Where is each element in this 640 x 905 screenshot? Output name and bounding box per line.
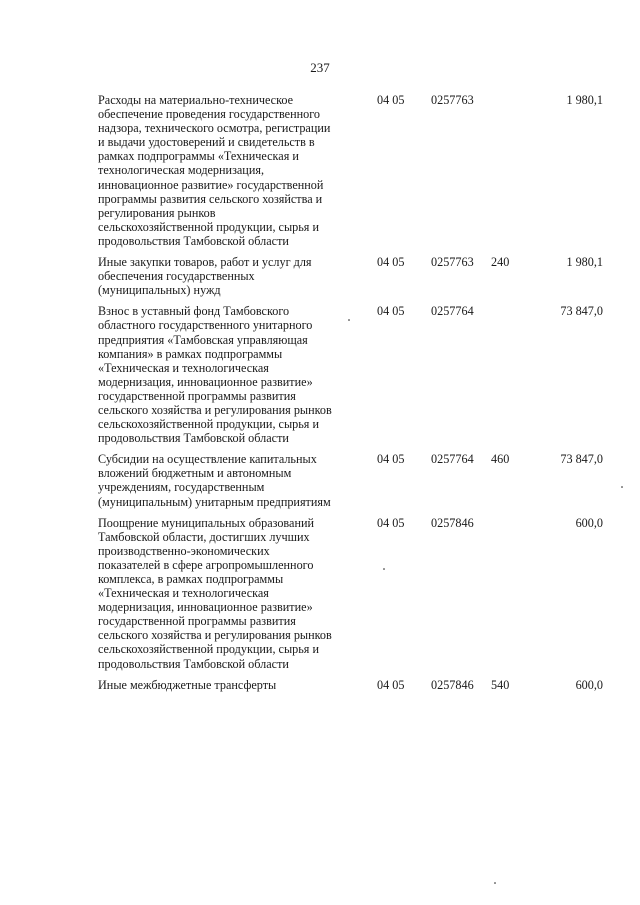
expense-type-code xyxy=(491,516,531,671)
row-description xyxy=(98,304,360,445)
page-number: 237 xyxy=(310,60,330,75)
description-line: обеспечения государственных xyxy=(98,269,255,284)
target-article-code: 0257764 xyxy=(431,304,474,319)
row-description xyxy=(98,255,360,297)
expense-type-code xyxy=(491,93,531,248)
section-code: 04 05 xyxy=(377,255,405,270)
description-line: Взнос в уставный фонд Тамбовского xyxy=(98,304,290,319)
description-line: инновационное развитие» государственной xyxy=(98,177,324,192)
description-line: предприятия «Тамбовская управляющая xyxy=(98,332,308,347)
row-description xyxy=(98,452,360,508)
amount-value: 600,0 xyxy=(575,677,603,692)
amount-value: 73 847,0 xyxy=(560,452,603,467)
description-line: Иные межбюджетные трансферты xyxy=(98,677,277,692)
description-line: государственной программы развития xyxy=(98,614,296,629)
description-line: продовольствия Тамбовской области xyxy=(98,431,289,446)
scan-speck xyxy=(383,568,385,570)
target-article-code: 0257763 xyxy=(431,93,474,107)
description-line: Субсидии на осуществление капитальных xyxy=(98,452,317,467)
description-line: сельскохозяйственной продукции, сырья и xyxy=(98,219,319,234)
scan-speck xyxy=(494,882,496,884)
target-article-code: 0257846 xyxy=(431,677,474,692)
table-row xyxy=(98,516,603,671)
description-line: «Техническая и технологическая xyxy=(98,360,269,375)
amount-value: 1 980,1 xyxy=(566,93,603,107)
section-code: 04 05 xyxy=(377,452,405,467)
expense-type-code xyxy=(491,304,531,445)
target-article-code: 0257763 xyxy=(431,255,474,270)
expense-type-code: 240 xyxy=(491,255,510,270)
description-line: «Техническая и технологическая xyxy=(98,586,269,601)
section-code: 04 05 xyxy=(377,677,405,692)
table-row xyxy=(98,255,603,297)
description-line: Тамбовской области, достигших лучших xyxy=(98,529,310,544)
description-line: государственной программы развития xyxy=(98,388,296,403)
description-line: Расходы на материально-техническое xyxy=(98,93,294,107)
description-line: сельскохозяйственной продукции, сырья и xyxy=(98,642,319,657)
table-row xyxy=(98,93,603,248)
scan-speck xyxy=(621,486,623,488)
description-line: сельского хозяйства и регулирования рынков xyxy=(98,628,332,643)
target-article-code: 0257846 xyxy=(431,515,474,530)
description-line: сельскохозяйственной продукции, сырья и xyxy=(98,417,319,432)
description-line: обеспечение проведения государственного xyxy=(98,107,320,122)
description-line: компания» в рамках подпрограммы xyxy=(98,346,283,361)
description-line: регулирования рынков xyxy=(98,205,216,220)
description-line: сельского хозяйства и регулирования рынков xyxy=(98,402,332,417)
budget-table xyxy=(98,93,603,699)
row-description xyxy=(98,678,360,692)
section-code: 04 05 xyxy=(377,93,405,107)
amount-value: 600,0 xyxy=(575,515,603,530)
description-line: учреждениям, государственным xyxy=(98,480,265,495)
amount-value: 1 980,1 xyxy=(566,255,603,270)
description-line: модернизация, инновационное развитие» xyxy=(98,600,313,615)
expense-type-code: 540 xyxy=(491,677,510,692)
description-line: надзора, технического осмотра, регистрации xyxy=(98,121,331,136)
description-line: комплекса, в рамках подпрограммы xyxy=(98,572,284,586)
description-line: модернизация, инновационное развитие» xyxy=(98,374,313,389)
description-line: программы развития сельского хозяйства и xyxy=(98,191,323,206)
scan-speck xyxy=(348,319,350,321)
description-line: показателей в сфере агропромышленного xyxy=(98,557,314,572)
table-row xyxy=(98,678,603,692)
description-line: рамках подпрограммы «Техническая и xyxy=(98,149,299,164)
description-line: областного государственного унитарного xyxy=(98,318,313,333)
table-row xyxy=(98,452,603,508)
table-row xyxy=(98,304,603,445)
description-line: и выдачи удостоверений и свидетельств в xyxy=(98,135,315,150)
description-line: производственно-экономических xyxy=(98,543,270,558)
description-line: (муниципальных) нужд xyxy=(98,283,221,298)
description-line: продовольствия Тамбовской области xyxy=(98,656,289,671)
row-description xyxy=(98,93,360,248)
expense-type-code: 460 xyxy=(491,452,510,467)
description-line: Иные закупки товаров, работ и услуг для xyxy=(98,255,312,270)
description-line: вложений бюджетным и автономным xyxy=(98,466,292,481)
description-line: технологическая модернизация, xyxy=(98,163,264,178)
section-code: 04 05 xyxy=(377,304,405,319)
row-description xyxy=(98,516,360,671)
amount-value: 73 847,0 xyxy=(560,304,603,319)
target-article-code: 0257764 xyxy=(431,452,474,467)
description-line: (муниципальным) унитарным предприятиям xyxy=(98,494,331,509)
description-line: продовольствия Тамбовской области xyxy=(98,233,289,248)
description-line: Поощрение муниципальных образований xyxy=(98,515,315,530)
section-code: 04 05 xyxy=(377,515,405,530)
